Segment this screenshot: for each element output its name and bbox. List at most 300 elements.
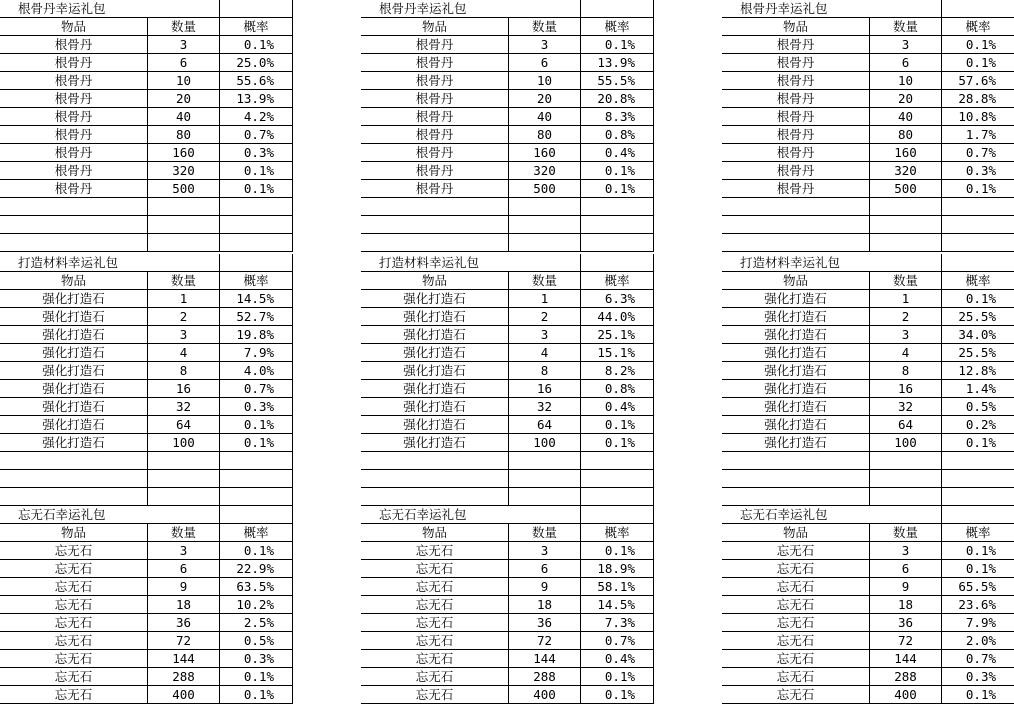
quantity-cell[interactable]: 3 [870, 326, 942, 344]
blank-cell[interactable] [361, 198, 509, 216]
item-name-cell[interactable]: 强化打造石 [361, 290, 509, 308]
column-header-quantity[interactable]: 数量 [870, 272, 942, 290]
column-header-item[interactable]: 物品 [722, 18, 870, 36]
quantity-cell[interactable]: 18 [870, 596, 942, 614]
item-name-cell[interactable]: 忘无石 [0, 650, 148, 668]
probability-cell[interactable]: 0.1% [942, 36, 1014, 54]
item-name-cell[interactable]: 强化打造石 [361, 380, 509, 398]
blank-cell[interactable] [148, 216, 220, 234]
item-name-cell[interactable]: 忘无石 [361, 668, 509, 686]
item-name-cell[interactable]: 强化打造石 [0, 326, 148, 344]
quantity-cell[interactable]: 160 [509, 144, 581, 162]
blank-cell[interactable] [870, 506, 942, 524]
item-name-cell[interactable]: 强化打造石 [361, 308, 509, 326]
blank-cell[interactable] [220, 0, 293, 18]
blank-cell[interactable] [220, 198, 293, 216]
quantity-cell[interactable]: 3 [870, 542, 942, 560]
probability-cell[interactable]: 6.3% [581, 290, 654, 308]
quantity-cell[interactable]: 9 [509, 578, 581, 596]
blank-cell[interactable] [722, 470, 870, 488]
blank-cell[interactable] [148, 452, 220, 470]
blank-cell[interactable] [509, 488, 581, 506]
table-title[interactable]: 忘无石幸运礼包 [722, 506, 870, 524]
probability-cell[interactable]: 0.1% [220, 416, 293, 434]
blank-cell[interactable] [870, 216, 942, 234]
item-name-cell[interactable]: 强化打造石 [361, 326, 509, 344]
item-name-cell[interactable]: 强化打造石 [722, 362, 870, 380]
item-name-cell[interactable]: 根骨丹 [722, 126, 870, 144]
probability-cell[interactable]: 7.9% [942, 614, 1014, 632]
probability-cell[interactable]: 0.1% [942, 542, 1014, 560]
quantity-cell[interactable]: 500 [870, 180, 942, 198]
blank-cell[interactable] [148, 506, 220, 524]
probability-cell[interactable]: 0.5% [942, 398, 1014, 416]
quantity-cell[interactable]: 160 [870, 144, 942, 162]
probability-cell[interactable]: 0.1% [581, 416, 654, 434]
item-name-cell[interactable]: 忘无石 [361, 686, 509, 704]
probability-cell[interactable]: 14.5% [220, 290, 293, 308]
item-name-cell[interactable]: 忘无石 [722, 668, 870, 686]
blank-cell[interactable] [220, 452, 293, 470]
blank-cell[interactable] [220, 254, 293, 272]
item-name-cell[interactable]: 强化打造石 [722, 326, 870, 344]
probability-cell[interactable]: 0.1% [220, 542, 293, 560]
item-name-cell[interactable]: 忘无石 [361, 560, 509, 578]
probability-cell[interactable]: 0.1% [581, 434, 654, 452]
column-header-quantity[interactable]: 数量 [870, 18, 942, 36]
quantity-cell[interactable]: 16 [509, 380, 581, 398]
quantity-cell[interactable]: 4 [870, 344, 942, 362]
item-name-cell[interactable]: 根骨丹 [722, 108, 870, 126]
quantity-cell[interactable]: 288 [870, 668, 942, 686]
probability-cell[interactable]: 0.1% [942, 560, 1014, 578]
probability-cell[interactable]: 0.1% [220, 434, 293, 452]
item-name-cell[interactable]: 强化打造石 [722, 290, 870, 308]
probability-cell[interactable]: 15.1% [581, 344, 654, 362]
blank-cell[interactable] [148, 198, 220, 216]
quantity-cell[interactable]: 10 [148, 72, 220, 90]
quantity-cell[interactable]: 80 [509, 126, 581, 144]
blank-cell[interactable] [220, 506, 293, 524]
blank-cell[interactable] [509, 0, 581, 18]
probability-cell[interactable]: 20.8% [581, 90, 654, 108]
quantity-cell[interactable]: 320 [148, 162, 220, 180]
probability-cell[interactable]: 1.7% [942, 126, 1014, 144]
quantity-cell[interactable]: 40 [509, 108, 581, 126]
item-name-cell[interactable]: 忘无石 [0, 542, 148, 560]
blank-cell[interactable] [870, 254, 942, 272]
item-name-cell[interactable]: 忘无石 [0, 632, 148, 650]
quantity-cell[interactable]: 16 [148, 380, 220, 398]
probability-cell[interactable]: 2.0% [942, 632, 1014, 650]
quantity-cell[interactable]: 40 [148, 108, 220, 126]
item-name-cell[interactable]: 强化打造石 [361, 398, 509, 416]
quantity-cell[interactable]: 20 [509, 90, 581, 108]
blank-cell[interactable] [220, 216, 293, 234]
blank-cell[interactable] [361, 452, 509, 470]
probability-cell[interactable]: 22.9% [220, 560, 293, 578]
item-name-cell[interactable]: 根骨丹 [722, 180, 870, 198]
column-header-probability[interactable]: 概率 [581, 18, 654, 36]
quantity-cell[interactable]: 100 [148, 434, 220, 452]
blank-cell[interactable] [581, 254, 654, 272]
probability-cell[interactable]: 0.4% [581, 144, 654, 162]
column-header-item[interactable]: 物品 [361, 272, 509, 290]
item-name-cell[interactable]: 根骨丹 [0, 162, 148, 180]
blank-cell[interactable] [361, 470, 509, 488]
item-name-cell[interactable]: 强化打造石 [722, 398, 870, 416]
probability-cell[interactable]: 0.1% [220, 36, 293, 54]
probability-cell[interactable]: 0.1% [581, 668, 654, 686]
item-name-cell[interactable]: 根骨丹 [0, 180, 148, 198]
probability-cell[interactable]: 0.1% [581, 36, 654, 54]
column-header-probability[interactable]: 概率 [220, 272, 293, 290]
column-header-probability[interactable]: 概率 [220, 524, 293, 542]
quantity-cell[interactable]: 8 [509, 362, 581, 380]
quantity-cell[interactable]: 36 [148, 614, 220, 632]
blank-cell[interactable] [870, 234, 942, 252]
probability-cell[interactable]: 65.5% [942, 578, 1014, 596]
item-name-cell[interactable]: 根骨丹 [0, 72, 148, 90]
column-header-item[interactable]: 物品 [361, 524, 509, 542]
probability-cell[interactable]: 0.4% [581, 398, 654, 416]
blank-cell[interactable] [581, 216, 654, 234]
blank-cell[interactable] [942, 506, 1014, 524]
probability-cell[interactable]: 0.1% [942, 180, 1014, 198]
probability-cell[interactable]: 13.9% [220, 90, 293, 108]
item-name-cell[interactable]: 忘无石 [361, 596, 509, 614]
probability-cell[interactable]: 58.1% [581, 578, 654, 596]
item-name-cell[interactable]: 强化打造石 [361, 344, 509, 362]
blank-cell[interactable] [722, 488, 870, 506]
quantity-cell[interactable]: 320 [870, 162, 942, 180]
item-name-cell[interactable]: 忘无石 [361, 578, 509, 596]
item-name-cell[interactable]: 忘无石 [722, 596, 870, 614]
item-name-cell[interactable]: 强化打造石 [361, 434, 509, 452]
column-header-item[interactable]: 物品 [0, 524, 148, 542]
column-header-item[interactable]: 物品 [361, 18, 509, 36]
column-header-quantity[interactable]: 数量 [509, 272, 581, 290]
probability-cell[interactable]: 0.5% [220, 632, 293, 650]
item-name-cell[interactable]: 强化打造石 [722, 416, 870, 434]
probability-cell[interactable]: 0.7% [220, 126, 293, 144]
column-header-quantity[interactable]: 数量 [870, 524, 942, 542]
blank-cell[interactable] [148, 470, 220, 488]
blank-cell[interactable] [581, 0, 654, 18]
quantity-cell[interactable]: 20 [148, 90, 220, 108]
blank-cell[interactable] [722, 452, 870, 470]
blank-cell[interactable] [942, 254, 1014, 272]
quantity-cell[interactable]: 144 [148, 650, 220, 668]
probability-cell[interactable]: 8.3% [581, 108, 654, 126]
quantity-cell[interactable]: 64 [870, 416, 942, 434]
quantity-cell[interactable]: 6 [870, 54, 942, 72]
item-name-cell[interactable]: 根骨丹 [361, 126, 509, 144]
blank-cell[interactable] [361, 234, 509, 252]
quantity-cell[interactable]: 10 [870, 72, 942, 90]
blank-cell[interactable] [870, 198, 942, 216]
item-name-cell[interactable]: 强化打造石 [0, 380, 148, 398]
quantity-cell[interactable]: 6 [148, 560, 220, 578]
blank-cell[interactable] [870, 452, 942, 470]
quantity-cell[interactable]: 3 [148, 36, 220, 54]
probability-cell[interactable]: 0.7% [581, 632, 654, 650]
quantity-cell[interactable]: 6 [509, 560, 581, 578]
item-name-cell[interactable]: 忘无石 [722, 686, 870, 704]
column-header-probability[interactable]: 概率 [220, 18, 293, 36]
item-name-cell[interactable]: 忘无石 [361, 542, 509, 560]
blank-cell[interactable] [0, 452, 148, 470]
probability-cell[interactable]: 18.9% [581, 560, 654, 578]
blank-cell[interactable] [942, 470, 1014, 488]
quantity-cell[interactable]: 32 [509, 398, 581, 416]
probability-cell[interactable]: 0.3% [942, 162, 1014, 180]
item-name-cell[interactable]: 忘无石 [722, 542, 870, 560]
blank-cell[interactable] [220, 488, 293, 506]
probability-cell[interactable]: 0.3% [942, 668, 1014, 686]
probability-cell[interactable]: 19.8% [220, 326, 293, 344]
table-title[interactable]: 忘无石幸运礼包 [361, 506, 509, 524]
item-name-cell[interactable]: 强化打造石 [0, 416, 148, 434]
table-title[interactable]: 忘无石幸运礼包 [0, 506, 148, 524]
item-name-cell[interactable]: 强化打造石 [722, 434, 870, 452]
blank-cell[interactable] [0, 198, 148, 216]
probability-cell[interactable]: 7.3% [581, 614, 654, 632]
table-title[interactable]: 打造材料幸运礼包 [722, 254, 870, 272]
probability-cell[interactable]: 0.7% [220, 380, 293, 398]
quantity-cell[interactable]: 6 [148, 54, 220, 72]
probability-cell[interactable]: 0.1% [220, 180, 293, 198]
quantity-cell[interactable]: 16 [870, 380, 942, 398]
item-name-cell[interactable]: 根骨丹 [722, 36, 870, 54]
item-name-cell[interactable]: 忘无石 [722, 650, 870, 668]
item-name-cell[interactable]: 根骨丹 [0, 144, 148, 162]
blank-cell[interactable] [148, 0, 220, 18]
quantity-cell[interactable]: 160 [148, 144, 220, 162]
item-name-cell[interactable]: 根骨丹 [0, 90, 148, 108]
probability-cell[interactable]: 0.8% [581, 380, 654, 398]
item-name-cell[interactable]: 根骨丹 [361, 54, 509, 72]
item-name-cell[interactable]: 忘无石 [0, 596, 148, 614]
blank-cell[interactable] [220, 470, 293, 488]
probability-cell[interactable]: 0.2% [942, 416, 1014, 434]
item-name-cell[interactable]: 忘无石 [361, 614, 509, 632]
quantity-cell[interactable]: 320 [509, 162, 581, 180]
column-header-probability[interactable]: 概率 [942, 18, 1014, 36]
quantity-cell[interactable]: 72 [148, 632, 220, 650]
probability-cell[interactable]: 0.1% [220, 162, 293, 180]
blank-cell[interactable] [942, 198, 1014, 216]
blank-cell[interactable] [942, 488, 1014, 506]
blank-cell[interactable] [722, 234, 870, 252]
item-name-cell[interactable]: 忘无石 [0, 560, 148, 578]
probability-cell[interactable]: 0.1% [220, 686, 293, 704]
item-name-cell[interactable]: 根骨丹 [361, 108, 509, 126]
quantity-cell[interactable]: 9 [870, 578, 942, 596]
quantity-cell[interactable]: 3 [148, 542, 220, 560]
blank-cell[interactable] [0, 216, 148, 234]
item-name-cell[interactable]: 忘无石 [361, 632, 509, 650]
quantity-cell[interactable]: 400 [870, 686, 942, 704]
quantity-cell[interactable]: 72 [509, 632, 581, 650]
column-header-quantity[interactable]: 数量 [148, 272, 220, 290]
item-name-cell[interactable]: 强化打造石 [722, 344, 870, 362]
column-header-item[interactable]: 物品 [722, 272, 870, 290]
quantity-cell[interactable]: 3 [148, 326, 220, 344]
quantity-cell[interactable]: 100 [870, 434, 942, 452]
item-name-cell[interactable]: 根骨丹 [722, 72, 870, 90]
blank-cell[interactable] [870, 0, 942, 18]
quantity-cell[interactable]: 288 [148, 668, 220, 686]
column-header-probability[interactable]: 概率 [942, 524, 1014, 542]
blank-cell[interactable] [509, 198, 581, 216]
item-name-cell[interactable]: 根骨丹 [0, 108, 148, 126]
item-name-cell[interactable]: 强化打造石 [0, 362, 148, 380]
blank-cell[interactable] [509, 452, 581, 470]
probability-cell[interactable]: 44.0% [581, 308, 654, 326]
item-name-cell[interactable]: 忘无石 [722, 632, 870, 650]
blank-cell[interactable] [148, 234, 220, 252]
item-name-cell[interactable]: 忘无石 [722, 578, 870, 596]
probability-cell[interactable]: 0.1% [942, 290, 1014, 308]
table-title[interactable]: 打造材料幸运礼包 [361, 254, 509, 272]
probability-cell[interactable]: 57.6% [942, 72, 1014, 90]
blank-cell[interactable] [581, 506, 654, 524]
probability-cell[interactable]: 0.7% [942, 144, 1014, 162]
blank-cell[interactable] [722, 216, 870, 234]
probability-cell[interactable]: 1.4% [942, 380, 1014, 398]
table-title[interactable]: 打造材料幸运礼包 [0, 254, 148, 272]
quantity-cell[interactable]: 18 [148, 596, 220, 614]
quantity-cell[interactable]: 80 [870, 126, 942, 144]
item-name-cell[interactable]: 根骨丹 [722, 162, 870, 180]
blank-cell[interactable] [509, 254, 581, 272]
table-title[interactable]: 根骨丹幸运礼包 [361, 0, 509, 18]
blank-cell[interactable] [581, 234, 654, 252]
blank-cell[interactable] [509, 234, 581, 252]
blank-cell[interactable] [581, 198, 654, 216]
probability-cell[interactable]: 10.2% [220, 596, 293, 614]
blank-cell[interactable] [509, 216, 581, 234]
quantity-cell[interactable]: 80 [148, 126, 220, 144]
item-name-cell[interactable]: 强化打造石 [361, 362, 509, 380]
probability-cell[interactable]: 0.1% [581, 542, 654, 560]
table-title[interactable]: 根骨丹幸运礼包 [0, 0, 148, 18]
probability-cell[interactable]: 52.7% [220, 308, 293, 326]
item-name-cell[interactable]: 根骨丹 [0, 54, 148, 72]
quantity-cell[interactable]: 32 [148, 398, 220, 416]
blank-cell[interactable] [0, 488, 148, 506]
quantity-cell[interactable]: 9 [148, 578, 220, 596]
blank-cell[interactable] [870, 470, 942, 488]
probability-cell[interactable]: 0.8% [581, 126, 654, 144]
probability-cell[interactable]: 25.1% [581, 326, 654, 344]
quantity-cell[interactable]: 2 [870, 308, 942, 326]
column-header-probability[interactable]: 概率 [942, 272, 1014, 290]
blank-cell[interactable] [722, 198, 870, 216]
item-name-cell[interactable]: 强化打造石 [0, 308, 148, 326]
quantity-cell[interactable]: 1 [870, 290, 942, 308]
quantity-cell[interactable]: 144 [870, 650, 942, 668]
quantity-cell[interactable]: 144 [509, 650, 581, 668]
item-name-cell[interactable]: 忘无石 [0, 578, 148, 596]
item-name-cell[interactable]: 忘无石 [722, 614, 870, 632]
quantity-cell[interactable]: 10 [509, 72, 581, 90]
probability-cell[interactable]: 0.1% [581, 686, 654, 704]
probability-cell[interactable]: 13.9% [581, 54, 654, 72]
quantity-cell[interactable]: 4 [148, 344, 220, 362]
item-name-cell[interactable]: 强化打造石 [0, 290, 148, 308]
quantity-cell[interactable]: 18 [509, 596, 581, 614]
item-name-cell[interactable]: 根骨丹 [0, 126, 148, 144]
item-name-cell[interactable]: 强化打造石 [361, 416, 509, 434]
quantity-cell[interactable]: 400 [509, 686, 581, 704]
column-header-item[interactable]: 物品 [0, 18, 148, 36]
probability-cell[interactable]: 0.1% [942, 54, 1014, 72]
quantity-cell[interactable]: 2 [148, 308, 220, 326]
column-header-probability[interactable]: 概率 [581, 272, 654, 290]
quantity-cell[interactable]: 40 [870, 108, 942, 126]
quantity-cell[interactable]: 2 [509, 308, 581, 326]
probability-cell[interactable]: 0.1% [581, 180, 654, 198]
quantity-cell[interactable]: 8 [870, 362, 942, 380]
item-name-cell[interactable]: 根骨丹 [722, 90, 870, 108]
item-name-cell[interactable]: 根骨丹 [0, 36, 148, 54]
blank-cell[interactable] [942, 216, 1014, 234]
quantity-cell[interactable]: 1 [509, 290, 581, 308]
table-title[interactable]: 根骨丹幸运礼包 [722, 0, 870, 18]
blank-cell[interactable] [361, 488, 509, 506]
probability-cell[interactable]: 4.2% [220, 108, 293, 126]
item-name-cell[interactable]: 根骨丹 [361, 90, 509, 108]
quantity-cell[interactable]: 20 [870, 90, 942, 108]
probability-cell[interactable]: 0.1% [942, 434, 1014, 452]
item-name-cell[interactable]: 忘无石 [361, 650, 509, 668]
item-name-cell[interactable]: 根骨丹 [361, 162, 509, 180]
item-name-cell[interactable]: 强化打造石 [0, 434, 148, 452]
item-name-cell[interactable]: 根骨丹 [361, 144, 509, 162]
blank-cell[interactable] [509, 470, 581, 488]
quantity-cell[interactable]: 4 [509, 344, 581, 362]
probability-cell[interactable]: 0.1% [942, 686, 1014, 704]
quantity-cell[interactable]: 500 [148, 180, 220, 198]
item-name-cell[interactable]: 忘无石 [0, 686, 148, 704]
quantity-cell[interactable]: 36 [509, 614, 581, 632]
quantity-cell[interactable]: 100 [509, 434, 581, 452]
probability-cell[interactable]: 63.5% [220, 578, 293, 596]
blank-cell[interactable] [361, 216, 509, 234]
blank-cell[interactable] [148, 254, 220, 272]
quantity-cell[interactable]: 36 [870, 614, 942, 632]
item-name-cell[interactable]: 强化打造石 [722, 308, 870, 326]
probability-cell[interactable]: 25.5% [942, 344, 1014, 362]
probability-cell[interactable]: 4.0% [220, 362, 293, 380]
blank-cell[interactable] [148, 488, 220, 506]
blank-cell[interactable] [0, 234, 148, 252]
probability-cell[interactable]: 0.1% [220, 668, 293, 686]
probability-cell[interactable]: 14.5% [581, 596, 654, 614]
probability-cell[interactable]: 8.2% [581, 362, 654, 380]
probability-cell[interactable]: 2.5% [220, 614, 293, 632]
column-header-item[interactable]: 物品 [722, 524, 870, 542]
quantity-cell[interactable]: 1 [148, 290, 220, 308]
probability-cell[interactable]: 23.6% [942, 596, 1014, 614]
blank-cell[interactable] [942, 0, 1014, 18]
item-name-cell[interactable]: 强化打造石 [722, 380, 870, 398]
column-header-quantity[interactable]: 数量 [148, 18, 220, 36]
probability-cell[interactable]: 0.3% [220, 650, 293, 668]
probability-cell[interactable]: 25.5% [942, 308, 1014, 326]
